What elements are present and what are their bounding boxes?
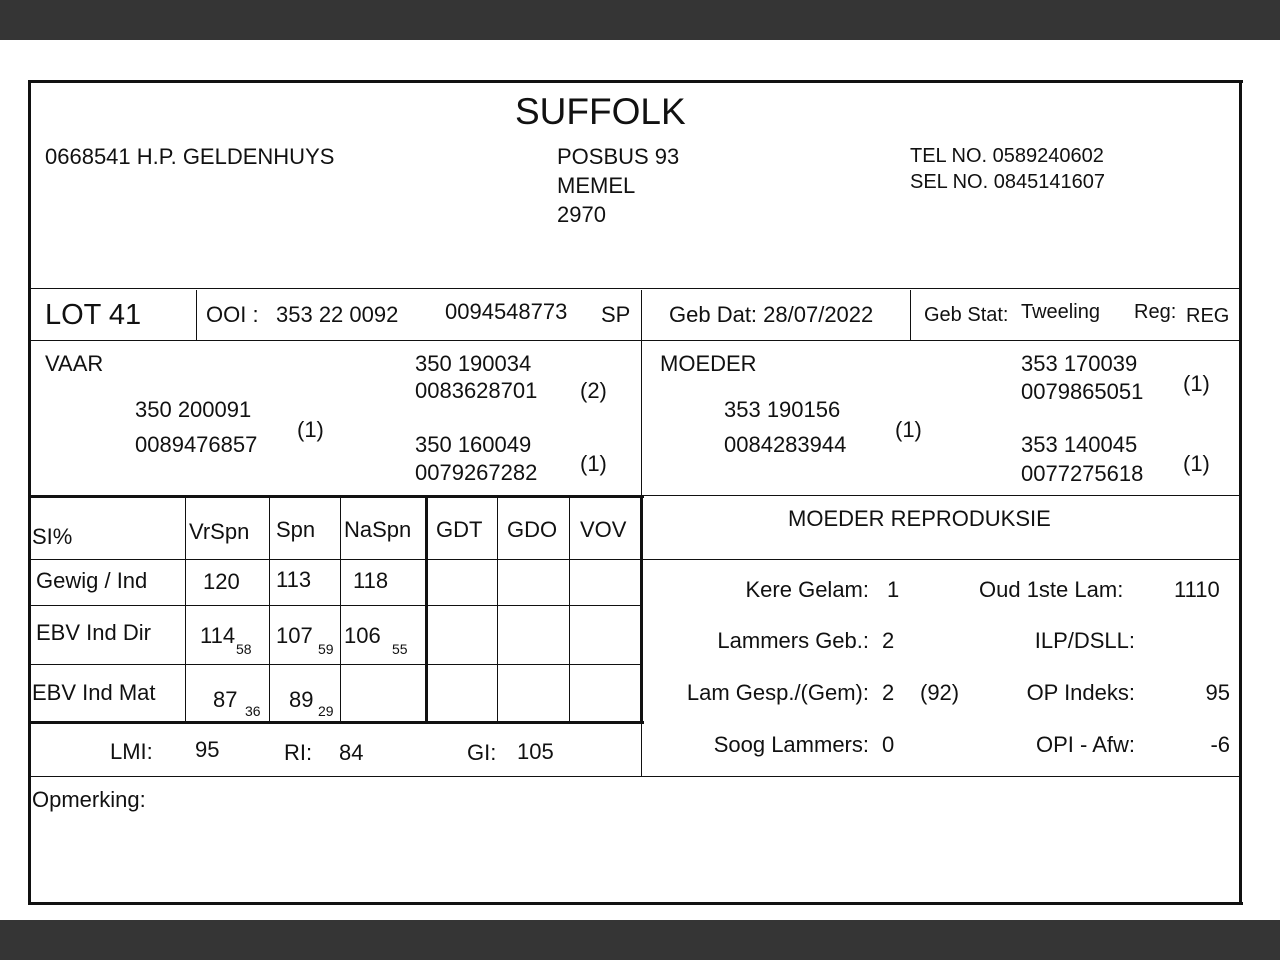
ri-label: RI:	[284, 740, 313, 765]
sire-of-dam-mark: (1)	[1183, 371, 1210, 396]
gewig-spn: 113	[276, 567, 312, 592]
ooi-number: 353 22 0092	[276, 302, 399, 327]
soog-lammers-label: Soog Lammers:	[713, 732, 869, 757]
sire-of-dam-id: 353 170039	[1021, 351, 1138, 376]
address-line2: MEMEL	[557, 173, 636, 198]
header-vrspn: VrSpn	[189, 519, 250, 544]
lmi-value: 95	[195, 737, 220, 762]
soog-lammers-value: 0	[882, 732, 895, 757]
rule-col-naspn	[340, 497, 341, 723]
rule-col-vov	[569, 497, 570, 723]
card-border-right	[1239, 80, 1242, 905]
rule-pedigree-sire-bottom	[30, 495, 644, 498]
kere-gelam-value: 1	[887, 577, 900, 602]
op-indeks-value: 95	[1205, 680, 1230, 705]
ebv-mat-spn: 89	[289, 687, 314, 712]
header-gdo: GDO	[507, 517, 558, 542]
rule-repro-title-bottom	[642, 559, 1240, 560]
sel-number: SEL NO. 0845141607	[910, 171, 1105, 193]
sire-id: 350 200091	[135, 397, 252, 422]
address-line1: POSBUS 93	[557, 144, 680, 169]
row-gewig-label: Gewig / Ind	[36, 568, 148, 593]
address-line3: 2970	[557, 202, 606, 227]
remarks-label: Opmerking:	[32, 787, 146, 812]
birth-date: Geb Dat: 28/07/2022	[669, 302, 874, 327]
ri-value: 84	[339, 740, 364, 765]
top-frame-bar	[0, 0, 1280, 40]
gewig-vrspn: 120	[203, 569, 240, 594]
ebv-dir-vrspn-accuracy: 58	[236, 641, 252, 657]
animal-reg-number: 0094548773	[445, 299, 568, 324]
opi-afw-value: -6	[1210, 732, 1230, 757]
kere-gelam-label: Kere Gelam:	[745, 577, 869, 602]
rule-remarks-top	[30, 776, 1240, 777]
ebv-mat-vrspn: 87	[213, 687, 238, 712]
rule-col-gdo	[497, 497, 498, 723]
tel-number: TEL NO. 0589240602	[910, 145, 1104, 167]
dam-of-sire-reg: 0079267282	[415, 460, 538, 485]
ebv-dir-vrspn: 114	[200, 623, 236, 648]
ebv-dir-naspn-accuracy: 55	[392, 641, 408, 657]
rule-col-gdt	[425, 497, 428, 723]
sire-of-sire-reg: 0083628701	[415, 378, 538, 403]
rule-lot-bottom	[30, 340, 1240, 341]
card-border-top	[28, 80, 1243, 83]
gi-value: 105	[517, 739, 554, 764]
dam-id: 353 190156	[724, 397, 841, 422]
gewig-naspn: 118	[353, 568, 389, 593]
rule-col-spn	[269, 497, 270, 723]
reg-value: REG	[1186, 305, 1230, 327]
sire-label: VAAR	[45, 351, 104, 376]
oud-lam-value: 1110	[1174, 577, 1220, 602]
row-ebv-mat-label: EBV Ind Mat	[32, 680, 156, 705]
dam-of-sire-id: 350 160049	[415, 432, 532, 457]
birth-status-label: Geb Stat:	[924, 304, 1009, 326]
dam-of-dam-id: 353 140045	[1021, 432, 1138, 457]
reg-label: Reg:	[1134, 301, 1177, 323]
lam-gesp-avg: (92)	[920, 680, 960, 705]
rule-perf-row1	[30, 605, 642, 606]
ebv-mat-spn-accuracy: 29	[318, 703, 334, 719]
card-border-left	[28, 80, 31, 905]
dam-of-sire-mark: (1)	[580, 451, 607, 476]
sire-reg: 0089476857	[135, 432, 258, 457]
header-si: SI%	[32, 524, 73, 549]
animal-sp: SP	[601, 302, 631, 327]
dam-mark: (1)	[895, 417, 922, 442]
header-vov: VOV	[580, 517, 627, 542]
sire-of-dam-reg: 0079865051	[1021, 379, 1144, 404]
ebv-mat-vrspn-accuracy: 36	[245, 703, 261, 719]
rule-header-bottom	[30, 288, 1240, 289]
ooi-label: OOI :	[206, 302, 259, 327]
lammers-geb-value: 2	[882, 628, 895, 653]
ebv-dir-spn-accuracy: 59	[318, 641, 334, 657]
header-naspn: NaSpn	[344, 517, 412, 542]
gi-label: GI:	[467, 740, 497, 765]
header-spn: Spn	[276, 517, 316, 542]
lmi-label: LMI:	[110, 739, 153, 764]
rule-perf-header-bottom	[30, 559, 642, 560]
breeder-id-name: 0668541 H.P. GELDENHUYS	[45, 144, 335, 169]
repro-title: MOEDER REPRODUKSIE	[788, 506, 1051, 531]
lam-gesp-value: 2	[882, 680, 895, 705]
breed-title: SUFFOLK	[515, 91, 686, 132]
ebv-dir-naspn: 106	[344, 623, 381, 648]
opi-afw-label: OPI - Afw:	[1035, 732, 1135, 757]
card-border-bottom	[28, 902, 1243, 905]
lammers-geb-label: Lammers Geb.:	[717, 628, 869, 653]
lam-gesp-label: Lam Gesp./(Gem):	[686, 680, 869, 705]
rule-lot-div1	[196, 290, 197, 340]
lot-number: LOT 41	[45, 299, 142, 331]
ebv-dir-spn: 107	[276, 623, 313, 648]
ilp-dsll-label: ILP/DSLL:	[1034, 628, 1135, 653]
rule-col-vrspn	[185, 497, 186, 723]
oud-lam-label: Oud 1ste Lam:	[979, 577, 1124, 602]
dam-label: MOEDER	[660, 351, 757, 376]
op-indeks-label: OP Indeks:	[1026, 680, 1135, 705]
sire-of-sire-mark: (2)	[580, 378, 607, 403]
row-ebv-dir-label: EBV Ind Dir	[36, 620, 151, 645]
sire-of-sire-id: 350 190034	[415, 351, 532, 376]
rule-perf-row3	[30, 721, 644, 724]
rule-pedigree-dam-bottom	[642, 495, 1240, 496]
rule-lot-div3	[910, 290, 911, 340]
dam-reg: 0084283944	[724, 432, 847, 457]
birth-status-value: Tweeling	[1021, 301, 1100, 323]
header-gdt: GDT	[436, 517, 483, 542]
dam-of-dam-mark: (1)	[1183, 451, 1210, 476]
dam-of-dam-reg: 0077275618	[1021, 461, 1144, 486]
bottom-frame-bar	[0, 920, 1280, 960]
rule-perf-row2	[30, 664, 642, 665]
sire-mark: (1)	[297, 417, 324, 442]
